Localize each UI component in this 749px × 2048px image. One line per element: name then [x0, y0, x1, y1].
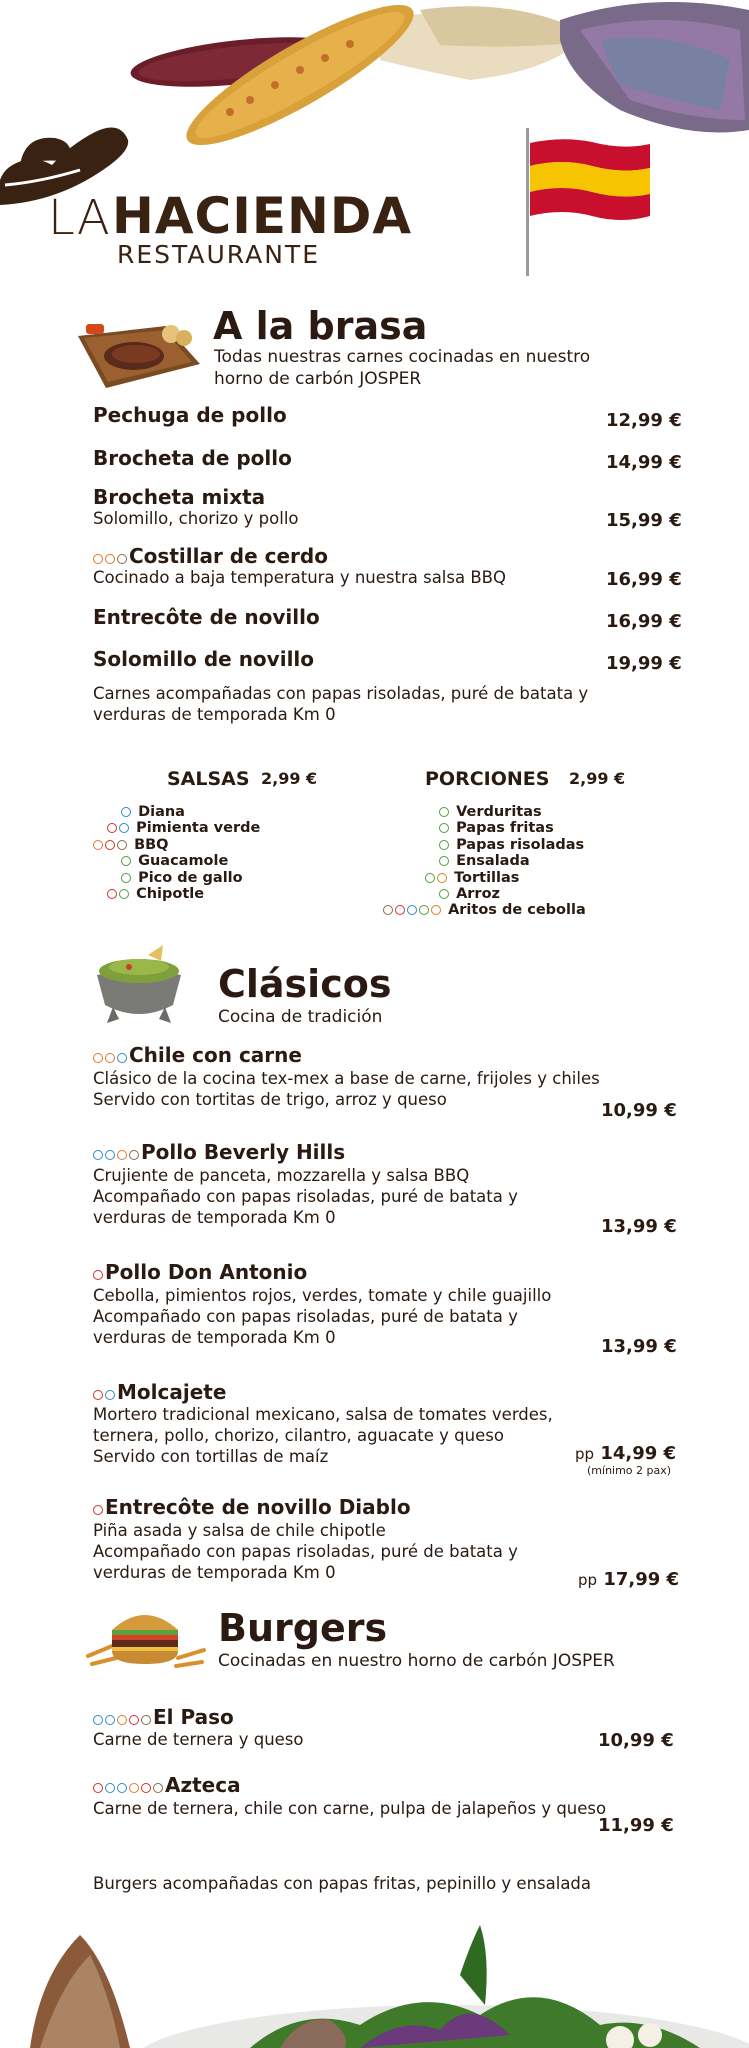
- menu-item-description: verduras de temporada Km 0: [93, 1208, 336, 1227]
- burger-fries-image: [82, 1600, 208, 1670]
- menu-item-description: Servido con tortillas de maíz: [93, 1447, 329, 1466]
- menu-item-price: 16,99 €: [606, 569, 682, 590]
- list-item: Papas fritas: [383, 820, 586, 836]
- menu-item-row: [93, 1043, 302, 1067]
- allergen-icons: [93, 554, 127, 564]
- list-item: BBQ: [93, 837, 260, 853]
- menu-item-description: verduras de temporada Km 0: [93, 1328, 336, 1347]
- list-item: Arroz: [383, 886, 586, 902]
- menu-item-name: Pollo Beverly Hills: [141, 1140, 346, 1164]
- menu-item-name: Entrecôte de novillo Diablo: [105, 1495, 411, 1519]
- menu-item-price: 13,99 €: [601, 1216, 677, 1237]
- menu-item-description: Piña asada y salsa de chile chipotle: [93, 1521, 386, 1540]
- menu-item-row: [93, 1260, 307, 1284]
- menu-item-name: Brocheta de pollo: [93, 446, 292, 470]
- brasa-subtitle-line1: Todas nuestras carnes cocinadas en nuestro: [214, 347, 591, 367]
- porciones-list: [383, 804, 586, 919]
- porciones-title: PORCIONES: [425, 768, 550, 790]
- menu-item-price: 11,99 €: [598, 1815, 674, 1836]
- price-prefix: pp: [578, 1571, 598, 1589]
- menu-item-row: [93, 1495, 411, 1519]
- menu-item-row: [93, 544, 328, 568]
- logo-restaurante-text: RESTAURANTE: [117, 240, 320, 269]
- grill-plate-image: [76, 316, 200, 390]
- menu-item-price: 10,99 €: [601, 1100, 677, 1121]
- spain-flag-icon[interactable]: [522, 128, 662, 278]
- allergen-icons: [93, 1505, 103, 1515]
- salad-decoration-image: [0, 1915, 749, 2048]
- menu-item-price: 15,99 €: [606, 510, 682, 531]
- logo-hacienda-text: HACIENDA: [112, 187, 413, 245]
- menu-item-row: [93, 1705, 234, 1729]
- menu-item-description: Acompañado con papas risoladas, puré de batata y: [93, 1307, 518, 1326]
- menu-item-name: Chile con carne: [129, 1043, 302, 1067]
- salsas-title: SALSAS: [167, 768, 250, 790]
- menu-item-description: Carne de ternera y queso: [93, 1730, 304, 1749]
- burgers-subtitle: Cocinadas en nuestro horno de carbón JOSPER: [218, 1651, 615, 1671]
- menu-item-description: Clásico de la cocina tex-mex a base de carne, frijoles y chiles: [93, 1069, 600, 1088]
- menu-item-name: Molcajete: [117, 1380, 227, 1404]
- menu-item-name: Pollo Don Antonio: [105, 1260, 308, 1284]
- allergen-icons: [93, 1150, 139, 1160]
- salsas-list: [93, 804, 260, 902]
- allergen-icons: [93, 1783, 163, 1793]
- menu-item-price: 13,99 €: [601, 1336, 677, 1357]
- burgers-section-title: Burgers: [218, 1606, 388, 1650]
- menu-item-name: Costillar de cerdo: [129, 544, 328, 568]
- menu-item-price: 12,99 €: [606, 410, 682, 431]
- brasa-section-title: A la brasa: [213, 304, 428, 348]
- list-item: Papas risoladas: [383, 837, 586, 853]
- allergen-icons: [93, 1053, 127, 1063]
- menu-item-name: Azteca: [165, 1773, 241, 1797]
- menu-item-price: pp 17,99 €: [578, 1569, 680, 1590]
- menu-item-name: Brocheta mixta: [93, 485, 266, 509]
- allergen-icons: [93, 1390, 115, 1400]
- brasa-note-line2: verduras de temporada Km 0: [93, 705, 336, 724]
- menu-item-row: [93, 1140, 345, 1164]
- guacamole-molcajete-image: [93, 945, 185, 1025]
- menu-item-name: El Paso: [153, 1705, 234, 1729]
- list-item: Guacamole: [93, 853, 260, 869]
- menu-item-price: 14,99 €: [606, 452, 682, 473]
- menu-item-description: Acompañado con papas risoladas, puré de batata y: [93, 1542, 518, 1561]
- menu-item-description: ternera, pollo, chorizo, cilantro, aguacate y queso: [93, 1426, 504, 1445]
- menu-item-name: Entrecôte de novillo: [93, 605, 320, 629]
- list-item: Aritos de cebolla: [383, 902, 586, 918]
- menu-item-description: Mortero tradicional mexicano, salsa de tomates verdes,: [93, 1405, 553, 1424]
- burgers-note: Burgers acompañadas con papas fritas, pepinillo y ensalada: [93, 1874, 592, 1893]
- brasa-subtitle-line2: horno de carbón JOSPER: [214, 369, 422, 389]
- allergen-icons: [93, 1270, 103, 1280]
- menu-item-row: [93, 1773, 241, 1797]
- list-item: Diana: [93, 804, 260, 820]
- menu-item-description: Cebolla, pimientos rojos, verdes, tomate y chile guajillo: [93, 1286, 552, 1305]
- menu-item-price: 10,99 €: [598, 1730, 674, 1751]
- menu-item-description: Carne de ternera, chile con carne, pulpa de jalapeños y queso: [93, 1799, 607, 1818]
- brasa-note-line1: Carnes acompañadas con papas risoladas, puré de batata y: [93, 684, 589, 703]
- menu-item-name: Pechuga de pollo: [93, 403, 287, 427]
- menu-item-description: Servido con tortitas de trigo, arroz y queso: [93, 1090, 447, 1109]
- list-item: Pico de gallo: [93, 870, 260, 886]
- price-prefix: pp: [575, 1445, 595, 1463]
- menu-item-description: Crujiente de panceta, mozzarella y salsa BBQ: [93, 1166, 470, 1185]
- list-item: Verduritas: [383, 804, 586, 820]
- allergen-icons: [93, 1715, 151, 1725]
- menu-item-price: pp 14,99 €: [575, 1443, 677, 1464]
- list-item: Pimienta verde: [93, 820, 260, 836]
- porciones-price: 2,99 €: [569, 769, 626, 788]
- menu-item-price: 16,99 €: [606, 611, 682, 632]
- menu-item-description: Cocinado a baja temperatura y nuestra salsa BBQ: [93, 568, 506, 587]
- menu-item-row: [93, 1380, 226, 1404]
- list-item: Tortillas: [383, 870, 586, 886]
- clasicos-subtitle: Cocina de tradición: [218, 1007, 383, 1027]
- salsas-price: 2,99 €: [261, 769, 318, 788]
- menu-item-name: Solomillo de novillo: [93, 647, 315, 671]
- list-item: Ensalada: [383, 853, 586, 869]
- menu-item-description: Acompañado con papas risoladas, puré de batata y: [93, 1187, 518, 1206]
- price-note: (mínimo 2 pax): [587, 1464, 672, 1477]
- list-item: Chipotle: [93, 886, 260, 902]
- menu-item-price: 19,99 €: [606, 653, 682, 674]
- logo-la-text: LA: [48, 190, 111, 246]
- menu-item-description: Solomillo, chorizo y pollo: [93, 509, 299, 528]
- menu-item-description: verduras de temporada Km 0: [93, 1563, 336, 1582]
- clasicos-section-title: Clásicos: [218, 962, 392, 1006]
